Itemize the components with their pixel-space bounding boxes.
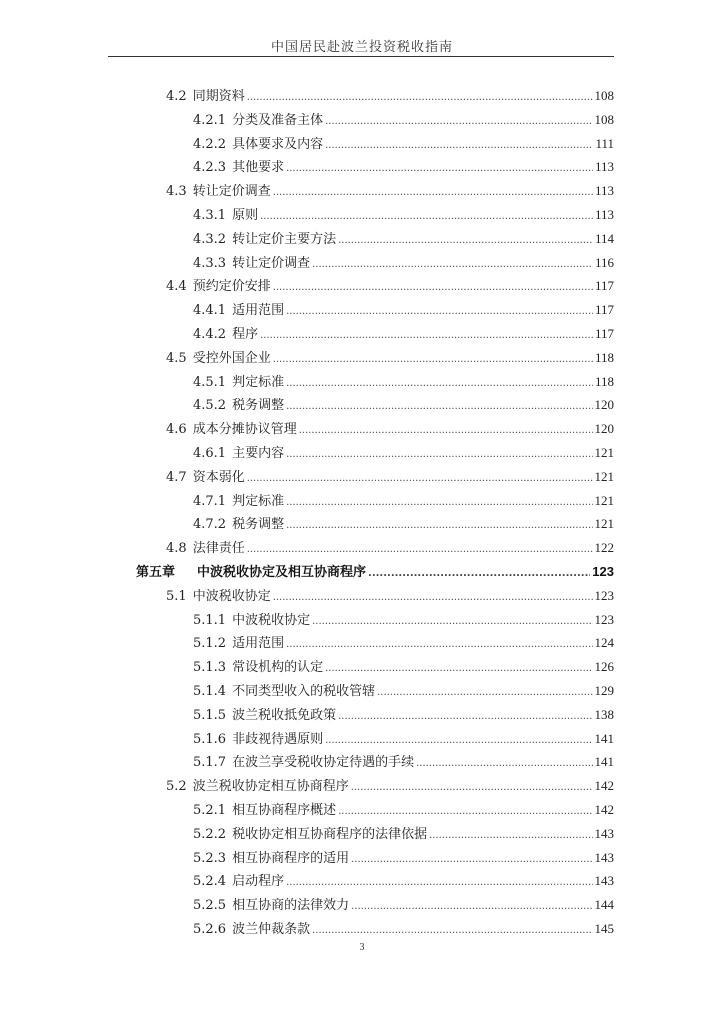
toc-number: 5.1.6 bbox=[193, 731, 227, 747]
toc-number: 5.1.7 bbox=[193, 755, 227, 771]
toc-page-number: 113 bbox=[594, 159, 614, 175]
toc-row[interactable] bbox=[193, 372, 614, 392]
toc-title: 受控外国企业 bbox=[192, 350, 271, 366]
toc-number: 4.3.3 bbox=[193, 255, 227, 271]
toc-page-number: 117 bbox=[594, 278, 614, 294]
toc-row[interactable] bbox=[193, 919, 614, 939]
toc-number: 4.5.2 bbox=[193, 398, 227, 414]
toc-row[interactable] bbox=[166, 86, 614, 106]
toc-row[interactable] bbox=[166, 776, 614, 796]
toc-row[interactable] bbox=[193, 110, 614, 130]
toc-row[interactable] bbox=[193, 705, 614, 725]
toc-title: 成本分摊协议管理 bbox=[192, 422, 297, 438]
toc-row[interactable] bbox=[193, 633, 614, 653]
toc-page-number: 111 bbox=[595, 135, 614, 151]
toc-page-number: 113 bbox=[594, 207, 614, 222]
toc-page-number: 108 bbox=[594, 111, 614, 127]
toc-page-number: 143 bbox=[594, 849, 614, 865]
toc-row[interactable] bbox=[193, 443, 614, 463]
toc-row[interactable] bbox=[166, 586, 614, 606]
toc-title: 资本弱化 bbox=[192, 469, 245, 485]
toc-title: 波兰仲裁条款 bbox=[232, 922, 311, 937]
toc-title: 非歧视待遇原则 bbox=[232, 731, 324, 747]
toc-number: 5.2 bbox=[166, 779, 187, 795]
toc-dot-leader bbox=[286, 635, 592, 655]
toc-number: 4.8 bbox=[166, 541, 187, 557]
toc-dot-leader bbox=[312, 255, 593, 275]
toc-row[interactable] bbox=[193, 229, 614, 249]
toc-row[interactable] bbox=[193, 205, 614, 225]
toc-row[interactable] bbox=[166, 181, 614, 201]
toc-page-number: 117 bbox=[594, 302, 614, 318]
toc-number: 4.3.2 bbox=[193, 231, 227, 247]
toc-number: 4.4 bbox=[166, 279, 187, 295]
toc-title: 常设机构的认定 bbox=[232, 660, 324, 676]
toc-chapter-row[interactable] bbox=[136, 562, 614, 582]
toc-dot-leader bbox=[273, 183, 593, 203]
toc-title: 波兰税收协定相互协商程序 bbox=[192, 779, 349, 795]
toc-number: 4.2.1 bbox=[193, 112, 227, 128]
toc-page-number: 123 bbox=[594, 611, 614, 627]
toc-title: 程序 bbox=[232, 327, 259, 342]
toc-dot-leader bbox=[351, 778, 593, 798]
toc-row[interactable] bbox=[193, 253, 614, 273]
toc-dot-leader bbox=[286, 873, 592, 893]
toc-title: 中波税收协定及相互协商程序 bbox=[197, 565, 367, 580]
toc-title: 原则 bbox=[232, 208, 259, 223]
toc-page-number: 142 bbox=[594, 802, 614, 817]
toc-row[interactable] bbox=[193, 514, 614, 534]
toc-title: 其他要求 bbox=[232, 160, 285, 176]
toc-page-number: 117 bbox=[594, 326, 614, 341]
toc-page-number: 121 bbox=[594, 492, 614, 508]
toc-row[interactable] bbox=[193, 134, 614, 154]
toc-number: 5.1.1 bbox=[193, 612, 227, 628]
toc-row[interactable] bbox=[193, 752, 614, 772]
toc-page-number: 143 bbox=[594, 825, 614, 841]
toc-dot-leader bbox=[286, 493, 592, 513]
toc-title: 在波兰享受税收协定待遇的手续 bbox=[232, 755, 415, 771]
toc-page-number: 126 bbox=[594, 659, 614, 675]
toc-page-number: 121 bbox=[594, 516, 614, 532]
toc-number: 5.2.5 bbox=[193, 898, 227, 914]
toc-row[interactable] bbox=[193, 324, 614, 344]
toc-number: 4.3.1 bbox=[193, 208, 227, 223]
toc-title: 税收协定相互协商程序的法律依据 bbox=[232, 826, 428, 842]
toc-title: 同期资料 bbox=[192, 89, 245, 104]
toc-number: 5.2.2 bbox=[193, 826, 227, 842]
header-divider bbox=[108, 56, 614, 57]
toc-dot-leader bbox=[273, 278, 593, 298]
toc-dot-leader bbox=[351, 850, 592, 870]
toc-dot-leader bbox=[273, 588, 593, 608]
toc-page-number: 118 bbox=[594, 349, 614, 365]
toc-dot-leader bbox=[286, 159, 593, 179]
toc-dot-leader bbox=[312, 612, 592, 632]
toc-row[interactable] bbox=[166, 348, 614, 368]
toc-dot-leader bbox=[338, 231, 593, 251]
toc-page-number: 113 bbox=[594, 183, 614, 199]
toc-row[interactable] bbox=[193, 895, 614, 915]
toc-number: 5.1 bbox=[166, 588, 187, 604]
toc-dot-leader bbox=[273, 350, 593, 370]
toc-number: 4.5.1 bbox=[193, 374, 227, 390]
toc-page-number: 120 bbox=[594, 397, 614, 413]
toc-dot-leader bbox=[325, 659, 592, 679]
toc-title: 转让定价主要方法 bbox=[232, 231, 337, 247]
toc-title: 相互协商程序概述 bbox=[232, 803, 337, 818]
toc-dot-leader bbox=[247, 469, 593, 489]
toc-row[interactable] bbox=[193, 848, 614, 868]
toc-title: 适用范围 bbox=[232, 303, 285, 319]
toc-dot-leader bbox=[247, 88, 593, 108]
toc-page-number: 124 bbox=[594, 635, 614, 651]
toc-row[interactable] bbox=[193, 657, 614, 677]
toc-page-number: 129 bbox=[594, 683, 614, 698]
toc-number: 5.1.2 bbox=[193, 636, 227, 652]
toc-page-number: 144 bbox=[594, 897, 614, 913]
toc-row[interactable] bbox=[193, 729, 614, 749]
toc-dot-leader bbox=[286, 374, 593, 394]
toc-page-number: 141 bbox=[594, 730, 614, 746]
toc-dot-leader bbox=[286, 445, 592, 465]
toc-page-number: 145 bbox=[594, 921, 614, 936]
toc-page-number: 138 bbox=[594, 706, 614, 722]
toc-row[interactable] bbox=[166, 467, 614, 487]
toc-title: 预约定价安排 bbox=[192, 279, 271, 295]
toc-dot-leader bbox=[286, 302, 593, 322]
toc-dot-leader bbox=[416, 754, 592, 774]
toc-page-number: 121 bbox=[594, 468, 614, 484]
toc-page-number: 114 bbox=[594, 230, 614, 246]
toc-dot-leader bbox=[338, 707, 592, 727]
toc-dot-leader bbox=[325, 731, 592, 751]
toc-page-number: 122 bbox=[594, 540, 614, 556]
toc-number: 4.5 bbox=[166, 350, 187, 366]
toc-title: 具体要求及内容 bbox=[232, 136, 324, 152]
toc-page-number: 123 bbox=[594, 587, 614, 603]
toc-number: 4.7.2 bbox=[193, 517, 227, 533]
toc-number: 5.2.6 bbox=[193, 922, 227, 937]
toc-page-number: 142 bbox=[594, 778, 614, 794]
page-header-title: 中国居民赴波兰投资税收指南 bbox=[270, 40, 453, 55]
toc-number: 5.2.1 bbox=[193, 803, 227, 818]
toc-title: 税务调整 bbox=[232, 398, 285, 414]
toc-number: 4.6 bbox=[166, 422, 187, 438]
toc-row[interactable] bbox=[193, 157, 614, 177]
toc-page-number: 121 bbox=[594, 445, 614, 460]
toc-number: 4.7.1 bbox=[193, 493, 227, 509]
toc-dot-leader bbox=[312, 921, 592, 941]
toc-title: 中波税收协定 bbox=[232, 612, 311, 628]
toc-number: 4.3 bbox=[166, 184, 187, 200]
toc-dot-leader bbox=[247, 540, 593, 560]
toc-title: 主要内容 bbox=[232, 446, 285, 461]
toc-title: 判定标准 bbox=[232, 493, 285, 509]
toc-number: 4.4.1 bbox=[193, 303, 227, 319]
toc-page-number: 116 bbox=[594, 254, 614, 270]
toc-dot-leader bbox=[286, 397, 592, 417]
toc-row[interactable] bbox=[166, 276, 614, 296]
toc-page-number: 120 bbox=[594, 421, 614, 437]
toc-dot-leader bbox=[377, 683, 592, 703]
toc-page-number: 141 bbox=[594, 754, 614, 770]
toc-title: 税务调整 bbox=[232, 517, 285, 533]
toc-row[interactable] bbox=[193, 610, 614, 630]
toc-title: 判定标准 bbox=[232, 374, 285, 390]
toc-page-number: 143 bbox=[594, 873, 614, 889]
toc-page-number: 123 bbox=[592, 564, 614, 579]
toc-row[interactable] bbox=[193, 395, 614, 415]
toc-title: 转让定价调查 bbox=[192, 184, 271, 200]
toc-row[interactable] bbox=[193, 491, 614, 511]
toc-title: 相互协商程序的适用 bbox=[232, 850, 350, 866]
toc-number: 4.7 bbox=[166, 469, 187, 485]
toc-row[interactable] bbox=[193, 871, 614, 891]
toc-title: 法律责任 bbox=[192, 541, 245, 557]
toc-dot-leader bbox=[368, 564, 590, 584]
toc-title: 不同类型收入的税收管辖 bbox=[232, 684, 376, 699]
toc-title: 适用范围 bbox=[232, 636, 285, 652]
toc-dot-leader bbox=[325, 112, 592, 132]
toc-title: 分类及准备主体 bbox=[232, 112, 324, 128]
toc-number: 5.1.4 bbox=[193, 684, 227, 699]
toc-number: 4.4.2 bbox=[193, 327, 227, 342]
toc-row[interactable] bbox=[166, 538, 614, 558]
toc-row[interactable] bbox=[166, 419, 614, 439]
toc-number: 5.2.3 bbox=[193, 850, 227, 866]
toc-page-number: 118 bbox=[594, 373, 614, 389]
toc-title: 波兰税收抵免政策 bbox=[232, 707, 337, 723]
toc-number: 5.1.5 bbox=[193, 707, 227, 723]
toc-row[interactable] bbox=[193, 824, 614, 844]
toc-dot-leader bbox=[338, 802, 592, 822]
toc-number: 5.2.4 bbox=[193, 874, 227, 890]
toc-number: 4.2.2 bbox=[193, 136, 227, 152]
toc-dot-leader bbox=[260, 326, 593, 346]
toc-title: 启动程序 bbox=[232, 874, 285, 890]
toc-row[interactable] bbox=[193, 300, 614, 320]
toc-title: 转让定价调查 bbox=[232, 255, 311, 271]
toc-number: 4.2.3 bbox=[193, 160, 227, 176]
toc-dot-leader bbox=[260, 207, 593, 227]
toc-dot-leader bbox=[299, 421, 593, 441]
toc-number: 4.2 bbox=[166, 89, 187, 104]
page-number: 3 bbox=[359, 942, 365, 953]
toc-number: 4.6.1 bbox=[193, 446, 227, 461]
toc-number: 第五章 bbox=[136, 565, 176, 580]
toc-dot-leader bbox=[325, 136, 593, 156]
toc-row[interactable] bbox=[193, 800, 614, 820]
toc-dot-leader bbox=[351, 897, 592, 917]
toc-title: 中波税收协定 bbox=[192, 588, 271, 604]
toc-title: 相互协商的法律效力 bbox=[232, 898, 350, 914]
toc-page-number: 108 bbox=[594, 88, 614, 103]
toc-dot-leader bbox=[429, 826, 592, 846]
toc-number: 5.1.3 bbox=[193, 660, 227, 676]
toc-dot-leader bbox=[286, 516, 592, 536]
toc-row[interactable] bbox=[193, 681, 614, 701]
